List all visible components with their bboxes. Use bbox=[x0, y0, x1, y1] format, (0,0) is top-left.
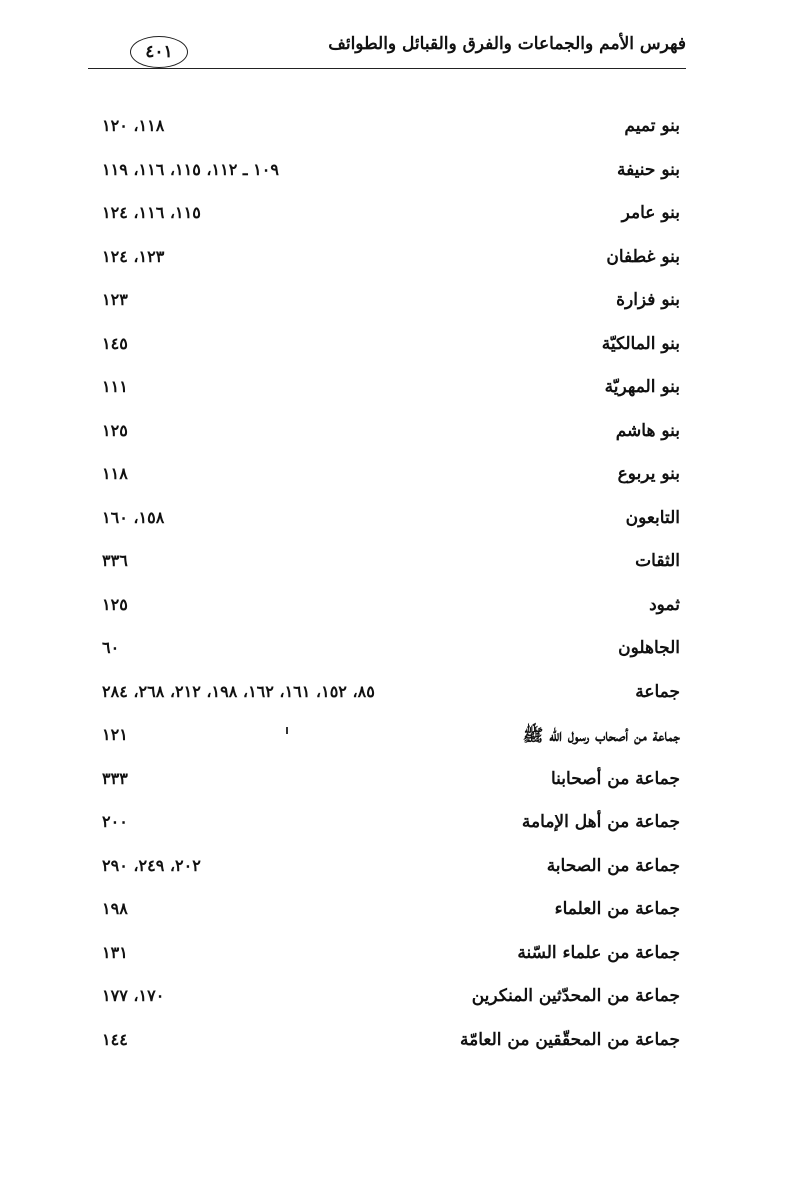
entry-pages: ٢٠٠ bbox=[102, 812, 128, 831]
entry-term: بنو هاشم bbox=[615, 420, 680, 441]
index-entries bbox=[100, 112, 680, 1069]
entry-term: جماعة من الصحابة bbox=[546, 855, 680, 876]
entry-term: جماعة من أهل الإمامة bbox=[521, 812, 680, 832]
entry-pages: ١٧٠، ١٧٧ bbox=[102, 986, 165, 1005]
entry-term: بنو حنيفة bbox=[616, 159, 680, 180]
entry-pages: ١١١ bbox=[102, 377, 128, 396]
entry-pages: ١١٨ bbox=[102, 464, 128, 483]
entry-pages: ٣٣٣ bbox=[102, 768, 128, 788]
entry-term: بنو تميم bbox=[624, 116, 680, 136]
entry-term: التابعون bbox=[625, 507, 680, 528]
entry-pages: ١٢٥ bbox=[102, 594, 128, 614]
entry-pages: ٢٠٢، ٢٤٩، ٢٩٠ bbox=[102, 855, 201, 875]
index-entry bbox=[100, 156, 680, 200]
entry-pages: ٨٥، ١٥٢، ١٦١، ١٦٢، ١٩٨، ٢١٢، ٢٦٨، ٢٨٤ bbox=[102, 681, 375, 701]
entry-term: جماعة من المحقّقين من العامّة bbox=[459, 1029, 680, 1050]
entry-term: جماعة من أصحابنا bbox=[550, 768, 680, 789]
index-entry bbox=[100, 634, 680, 678]
index-entry bbox=[100, 286, 680, 330]
index-entry bbox=[100, 112, 680, 156]
entry-term: جماعة bbox=[635, 681, 680, 702]
index-entry bbox=[100, 460, 680, 504]
entry-pages: ١٢١ bbox=[102, 725, 128, 744]
entry-term: جماعة من العلماء bbox=[554, 899, 680, 919]
entry-pages: ١٢٥ bbox=[102, 420, 128, 440]
entry-pages: ٣٣٦ bbox=[102, 551, 128, 570]
entry-term: بنو غطفان bbox=[606, 246, 680, 267]
index-entry bbox=[100, 373, 680, 417]
index-entry bbox=[100, 417, 680, 461]
entry-pages: ١٩٨ bbox=[102, 899, 128, 918]
entry-term: جماعة من علماء السّنة bbox=[517, 942, 680, 963]
entry-term: الجاهلون bbox=[618, 638, 680, 658]
entry-term: جماعة من المحدّثين المنكرين bbox=[471, 986, 680, 1006]
entry-pages: ١١٨، ١٢٠ bbox=[102, 116, 165, 135]
index-entry bbox=[100, 504, 680, 548]
entry-pages: ١٠٩ ـ ١١٢، ١١٥، ١١٦، ١١٩ bbox=[102, 159, 279, 179]
entry-term: بنو فزارة bbox=[616, 290, 680, 310]
entry-term: ثمود bbox=[649, 594, 680, 615]
entry-pages: ١٢٣ bbox=[102, 290, 128, 309]
index-entry bbox=[100, 243, 680, 287]
entry-term: بنو عامر bbox=[621, 203, 680, 223]
page-header bbox=[88, 30, 686, 69]
index-entry bbox=[100, 895, 680, 939]
index-entry bbox=[100, 1026, 680, 1070]
entry-pages: ١٤٥ bbox=[102, 333, 128, 353]
index-entry bbox=[100, 808, 680, 852]
index-entry bbox=[100, 591, 680, 635]
index-entry bbox=[100, 852, 680, 896]
entry-term: الثقات bbox=[635, 551, 680, 571]
entry-term: بنو المالكيّة bbox=[601, 333, 680, 354]
index-entry bbox=[100, 678, 680, 722]
index-entry bbox=[100, 982, 680, 1026]
entry-term: بنو يربوع bbox=[617, 464, 680, 484]
running-title: فهرس الأمم والجماعات والفرق والقبائل والطوائف bbox=[328, 34, 686, 54]
index-entry bbox=[100, 547, 680, 591]
index-entry bbox=[100, 765, 680, 809]
entry-pages: ١٥٨، ١٦٠ bbox=[102, 507, 165, 527]
index-entry bbox=[100, 939, 680, 983]
entry-term: بنو المهريّة bbox=[604, 377, 680, 397]
entry-pages: ١٤٤ bbox=[102, 1029, 128, 1049]
ink-speck bbox=[286, 727, 288, 734]
entry-pages: ١١٥، ١١٦، ١٢٤ bbox=[102, 203, 201, 222]
index-entry bbox=[100, 199, 680, 243]
page-number: ٤٠١ bbox=[130, 36, 188, 68]
entry-term: جماعة من أصحاب رسول الله ﷺ bbox=[522, 726, 680, 746]
entry-pages: ١٢٣، ١٢٤ bbox=[102, 246, 165, 266]
entry-pages: ٦٠ bbox=[102, 638, 120, 657]
index-entry bbox=[100, 330, 680, 374]
entry-pages: ١٣١ bbox=[102, 942, 128, 962]
index-entry bbox=[100, 721, 680, 765]
